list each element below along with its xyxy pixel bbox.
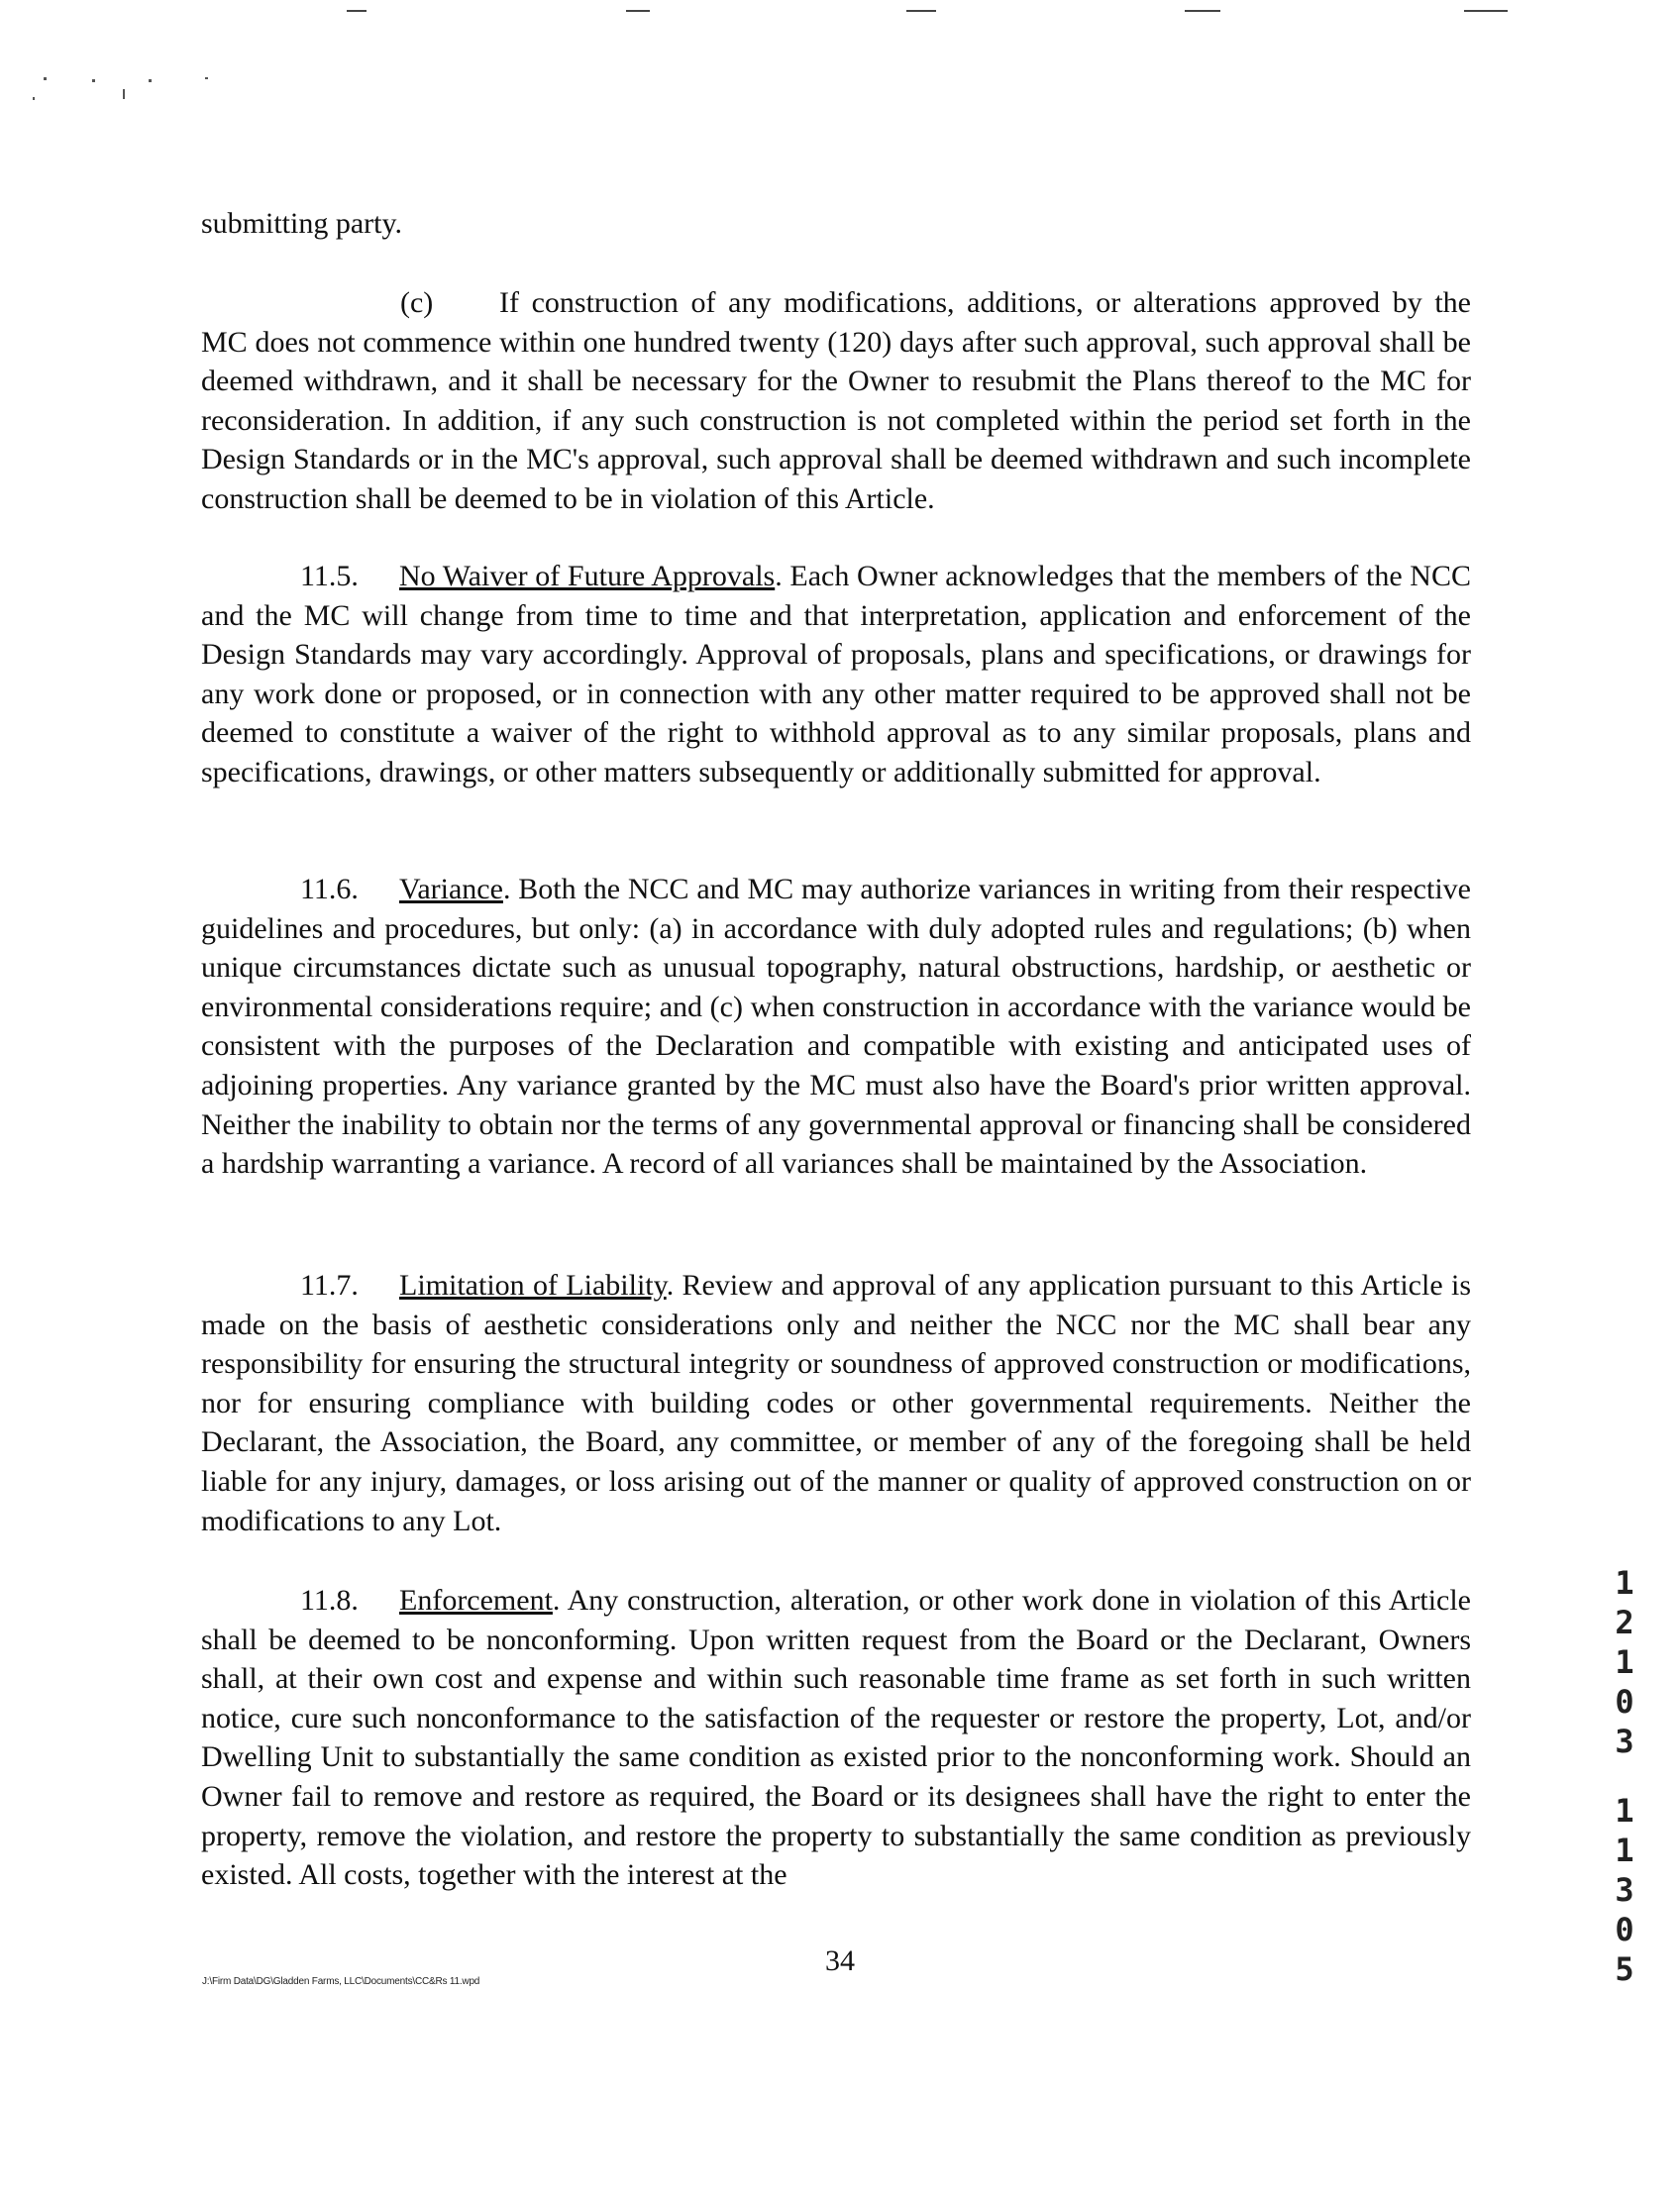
paragraph-c	[201, 283, 1471, 519]
section-11-7	[201, 1266, 1471, 1540]
stamp-digit: 2	[1615, 1604, 1634, 1641]
section-text: . Both the NCC and MC may authorize variances in writing from their respective guidelines and procedures, but only: (a) in accordance with duly adopted rules and regulations; (b) when unique circumstances dictate such as unusual topography, natural obstructions, hardship, or aesthetic or environmental considerations require; and (c) when construction in accordance with the variance would be consistent with the purposes of the Declaration and compatible with existing and anticipated uses of adjoining properties. Any variance granted by the MC must also have the Board's prior written approval. Neither the inability to obtain nor the terms of any governmental approval or financing shall be considered a hardship warranting a variance. A record of all variances shall be maintained by the Association.	[201, 873, 1471, 1181]
page-number: 34	[825, 1944, 855, 1977]
section-11-6	[201, 870, 1471, 1184]
file-path-footer: J:\Firm Data\DG\Gladden Farms, LLC\Documents\CC&Rs 11.wpd	[202, 1976, 480, 1987]
continuation-text: submitting party.	[201, 207, 403, 240]
section-heading: Limitation of Liability	[399, 1269, 667, 1302]
scan-mark	[906, 10, 936, 12]
section-number: 11.6.	[300, 873, 359, 905]
scan-mark	[1464, 10, 1508, 12]
stamp-digit: 0	[1615, 1911, 1634, 1948]
scan-speck	[149, 79, 152, 82]
scan-speck	[92, 79, 95, 82]
stamp-digit: 5	[1615, 1950, 1634, 1988]
section-text: . Any construction, alteration, or other work done in violation of this Article shall be deemed to be nonconforming. Upon written request from the Board or the Declarant, Owners shall, at their own cost and expense and within such reasonable time frame as set forth in such written notice, cure such nonconformance to the satisfaction of the requester or restore the property, Lot, and/or Dwelling Unit to substantially the same condition as existed prior to the nonconforming work. Should an Owner fail to remove and restore as required, the Board or its designees shall have the right to enter the property, remove the violation, and restore the property to substantially the same condition as previously existed. All costs, together with the interest at the	[201, 1584, 1471, 1892]
section-number: 11.7.	[300, 1269, 359, 1302]
section-11-5	[201, 557, 1471, 792]
scan-mark	[347, 10, 367, 12]
paragraph-c-text: If construction of any modifications, additions, or alterations approved by the MC does not commence within one hundred twenty (120) days after such approval, such approval shall be deemed withdrawn, and it shall be necessary for the Owner to resubmit the Plans thereof to the MC for reconsideration. In addition, if any such construction is not completed within the period set forth in the Design Standards or in the MC's approval, such approval shall be deemed withdrawn and such incomplete construction shall be deemed to be in violation of this Article.	[201, 286, 1471, 515]
section-number: 11.8.	[300, 1584, 359, 1617]
scan-speck	[205, 77, 208, 79]
section-heading: Variance	[399, 873, 503, 905]
stamp-digit: 1	[1615, 1832, 1634, 1869]
stamp-digit: 1	[1615, 1792, 1634, 1830]
scan-mark	[1185, 10, 1220, 12]
section-text: . Review and approval of any application pursuant to this Article is made on the basis of aesthetic considerations only and neither the NCC nor the MC shall bear any responsibility for ensuring the structural integrity or soundness of approved construction or modifications, nor for ensuring compliance with building codes or other governmental requirements. Neither the Declarant, the Association, the Board, any committee, or member of any of the foregoing shall be held liable for any injury, damages, or loss arising out of the manner or quality of approved construction on or modifications to any Lot.	[201, 1269, 1471, 1537]
stamp-digit: 0	[1615, 1683, 1634, 1721]
recording-stamp	[1605, 1563, 1644, 1989]
stamp-digit: 1	[1615, 1643, 1634, 1681]
paragraph-c-label: (c)	[400, 286, 434, 319]
scan-mark	[626, 10, 650, 12]
section-heading: No Waiver of Future Approvals	[399, 560, 776, 592]
scan-speck	[33, 97, 35, 100]
stamp-digit: 1	[1615, 1564, 1634, 1602]
section-text: . Each Owner acknowledges that the members of the NCC and the MC will change from time to time and that interpretation, application and enforcement of the Design Standards may vary accordingly. Approval of proposals, plans and specifications, or drawings for any work done or proposed, or in connection with any other matter required to be approved shall not be deemed to constitute a waiver of the right to withhold approval as to any similar proposals, plans and specifications, drawings, or other matters subsequently or additionally submitted for approval.	[201, 560, 1471, 788]
section-number: 11.5.	[300, 560, 359, 592]
stamp-digit: 3	[1615, 1723, 1634, 1760]
section-heading: Enforcement	[399, 1584, 553, 1617]
scan-speck	[123, 89, 125, 99]
stamp-digit: 3	[1615, 1871, 1634, 1909]
section-11-8	[201, 1581, 1471, 1895]
scan-speck	[44, 77, 47, 80]
